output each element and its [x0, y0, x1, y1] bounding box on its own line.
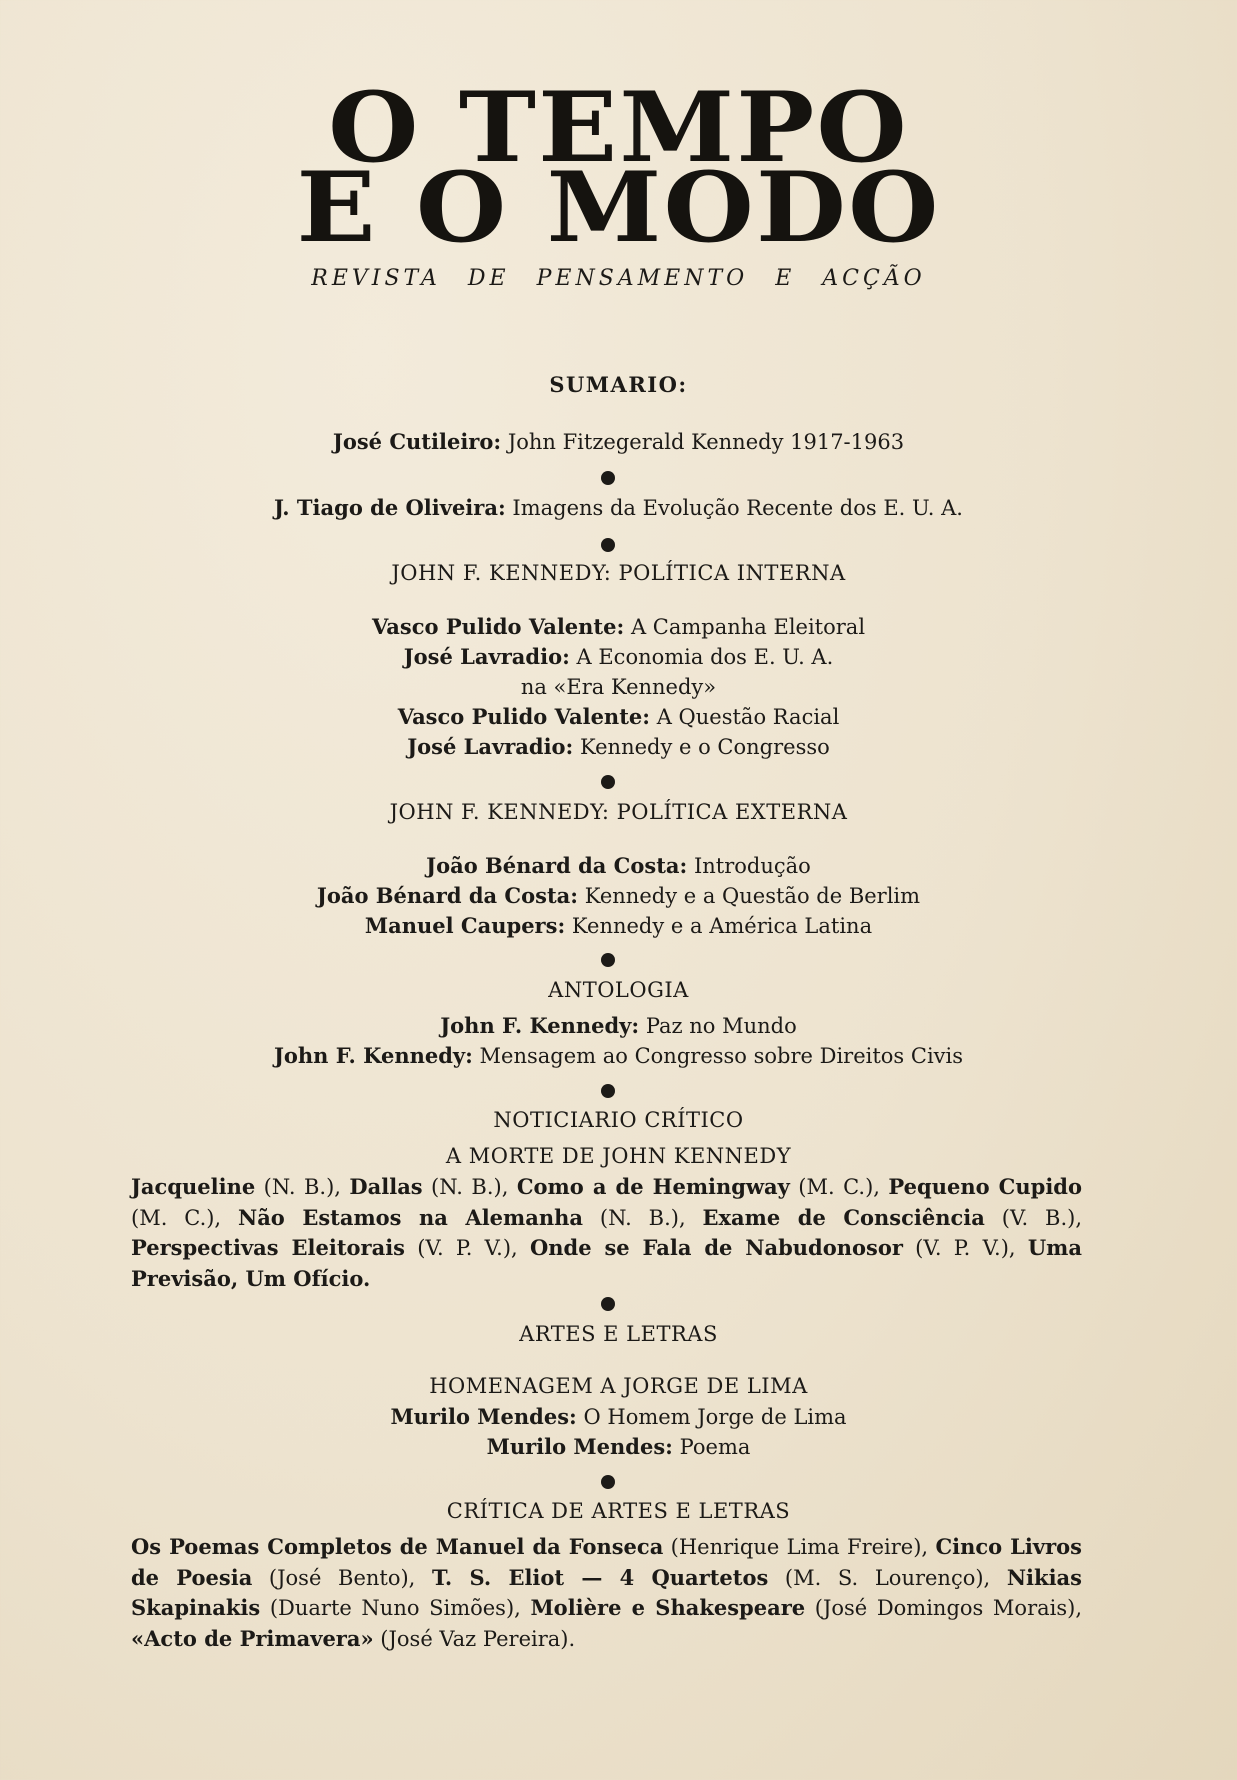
section-heading: CRÍTICA DE ARTES E LETRAS [446, 1499, 791, 1523]
toc-title: Kennedy e a Questão de Berlim [584, 884, 921, 908]
toc-entry [0, 1012, 1237, 1040]
bullet-separator [601, 1475, 615, 1489]
item-author: (Henrique Lima Freire), [663, 1535, 936, 1559]
item-author: (José Domingos Morais), [805, 1596, 1082, 1620]
item-author: (José Bento), [252, 1565, 432, 1590]
section-heading: JOHN F. KENNEDY: POLÍTICA EXTERNA [389, 800, 848, 824]
toc-author: Vasco Pulido Valente: [371, 614, 625, 639]
toc-entry [0, 882, 1237, 910]
item-author: (N. B.), [255, 1175, 350, 1199]
item-title: «Acto de Primavera» [131, 1625, 374, 1651]
item-title: Exame de Consciência [702, 1204, 985, 1230]
toc-entry [0, 852, 1237, 880]
item-author: (José Vaz Pereira). [373, 1626, 576, 1651]
bullet-separator [601, 953, 615, 967]
toc-title: Paz no Mundo [645, 1014, 797, 1038]
magazine-title-line1: O TEMPO [328, 71, 909, 184]
item-title: Como a de Hemingway [516, 1174, 790, 1199]
item-author: (M. C.), [131, 1205, 238, 1230]
toc-title: Poema [679, 1435, 751, 1459]
item-author: (N. B.), [422, 1175, 517, 1199]
item-title: Uma Previsão, Um Ofício. [131, 1235, 1082, 1291]
item-author: (M. S. Lourenço), [768, 1565, 1007, 1590]
item-author: (V. P. V.), [405, 1236, 530, 1260]
section-heading: JOHN F. KENNEDY: POLÍTICA INTERNA [391, 561, 846, 585]
toc-author: Murilo Mendes: [390, 1404, 577, 1429]
toc-title: Kennedy e a América Latina [571, 914, 873, 938]
item-title: Molière e Shakespeare [530, 1595, 806, 1620]
item-title: Onde se Fala de Nabudonosor [529, 1235, 903, 1260]
toc-author: J. Tiago de Oliveira: [274, 495, 506, 520]
toc-author: John F. Kennedy: [273, 1043, 473, 1068]
toc-title: Imagens da Evolução Recente dos E. U. A. [512, 496, 963, 520]
toc-title: Introdução [693, 854, 811, 878]
toc-entry [0, 1403, 1237, 1431]
section-heading: ARTES E LETRAS [519, 1322, 718, 1346]
bullet-separator [601, 471, 615, 485]
toc-author: Murilo Mendes: [486, 1434, 673, 1459]
magazine-title-line2: E O MODO [296, 151, 941, 264]
toc-entry [0, 613, 1237, 641]
toc-entry [0, 733, 1237, 761]
toc-author: John F. Kennedy: [440, 1013, 640, 1038]
toc-title: A Questão Racial [656, 705, 840, 729]
item-title: Dallas [349, 1174, 423, 1199]
toc-entry [0, 912, 1237, 940]
item-title: Perspectivas Eleitorais [131, 1235, 406, 1260]
bullet-separator [601, 775, 615, 789]
toc-entry [0, 673, 1237, 701]
section-heading: NOTICIARIO CRÍTICO [493, 1108, 744, 1132]
item-author: (N. B.), [583, 1205, 703, 1230]
item-title: Os Poemas Completos de Manuel da Fonseca [131, 1534, 664, 1559]
section-heading: A MORTE DE JOHN KENNEDY [445, 1144, 792, 1168]
item-author: (M. C.), [789, 1175, 889, 1199]
contents-heading: SUMARIO: [549, 372, 688, 397]
toc-author: José Lavradio: [407, 734, 574, 759]
noticiario-list [131, 1172, 1082, 1294]
toc-title: O Homem Jorge de Lima [583, 1405, 847, 1429]
toc-entry [0, 494, 1237, 522]
critica-list [131, 1532, 1082, 1654]
item-title: T. S. Eliot — 4 Quartetos [431, 1564, 769, 1590]
magazine-subtitle: REVISTA DE PENSAMENTO E ACÇÃO [311, 266, 926, 291]
toc-author: José Cutileiro: [332, 429, 502, 454]
toc-entry [0, 703, 1237, 731]
toc-entry [0, 1433, 1237, 1461]
toc-entry [0, 1042, 1237, 1070]
toc-title: John Fitzegerald Kennedy 1917-1963 [507, 430, 905, 454]
toc-author: Manuel Caupers: [364, 913, 566, 938]
toc-title: Mensagem ao Congresso sobre Direitos Civis [479, 1044, 964, 1068]
item-author: (V. P. V.), [902, 1236, 1028, 1260]
item-title: Não Estamos na Alemanha [238, 1204, 584, 1230]
toc-entry [0, 643, 1237, 671]
toc-title: A Campanha Eleitoral [630, 615, 866, 639]
item-title: Jacqueline [131, 1174, 256, 1199]
toc-author: Vasco Pulido Valente: [397, 704, 651, 729]
toc-title: na «Era Kennedy» [520, 675, 717, 699]
item-author: (V. B.), [984, 1205, 1082, 1230]
section-heading: ANTOLOGIA [548, 978, 689, 1002]
toc-author: José Lavradio: [403, 644, 570, 669]
toc-author: João Bénard da Costa: [426, 853, 688, 878]
bullet-separator [601, 1297, 615, 1311]
item-author: (Duarte Nuno Simões), [260, 1596, 531, 1620]
toc-title: Kennedy e o Congresso [580, 735, 830, 759]
toc-entry [0, 428, 1237, 456]
bullet-separator [601, 538, 615, 552]
item-title: Cinco Livros de Poesia [131, 1534, 1082, 1590]
item-title: Nikias Skapinakis [131, 1564, 1082, 1620]
toc-author: João Bénard da Costa: [316, 883, 579, 908]
section-heading: HOMENAGEM A JORGE DE LIMA [429, 1374, 808, 1398]
bullet-separator [601, 1084, 615, 1098]
item-title: Pequeno Cupido [888, 1174, 1083, 1199]
toc-title: A Economia dos E. U. A. [576, 645, 834, 669]
